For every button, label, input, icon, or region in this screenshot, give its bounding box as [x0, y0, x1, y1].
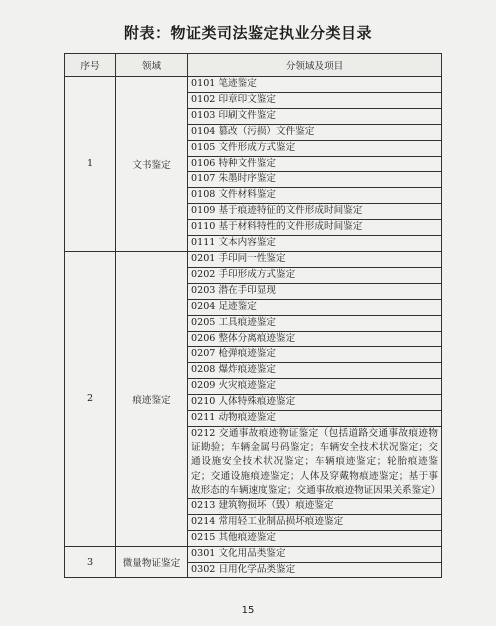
subfield-item: 0205 工具痕迹鉴定 — [188, 315, 442, 331]
subfield-item: 0208 爆炸痕迹鉴定 — [188, 363, 442, 379]
subfield-item: 0110 基于材料特性的文件形成时间鉴定 — [188, 220, 442, 236]
header-subfield: 分领域及项目 — [188, 54, 442, 77]
subfield-item: 0101 笔迹鉴定 — [188, 77, 442, 93]
classification-table — [64, 53, 442, 578]
group-field: 微量物证鉴定 — [116, 546, 188, 578]
subfield-item: 0109 基于痕迹特征的文件形成时间鉴定 — [188, 204, 442, 220]
table-row — [65, 77, 442, 93]
subfield-item: 0204 足迹鉴定 — [188, 299, 442, 315]
page-title: 附表：物证类司法鉴定执业分类目录 — [123, 24, 372, 42]
subfield-item: 0302 日用化学品类鉴定 — [188, 562, 442, 578]
subfield-item: 0201 手印同一性鉴定 — [188, 251, 442, 267]
subfield-item: 0111 文本内容鉴定 — [188, 236, 442, 252]
subfield-item: 0212 交通事故痕迹物证鉴定（包括道路交通事故痕迹物证勘验；车辆金属号码鉴定；车辆安全技术状况鉴定；交通设施安全技术状况鉴定；车辆痕迹鉴定；轮胎痕迹鉴定；交通设施痕迹鉴定；人体及穿戴物痕迹鉴定；基于事故形态的车辆速度鉴定；交通事故痕迹物证因果关系鉴定） — [188, 426, 442, 498]
subfield-item: 0103 印刷文件鉴定 — [188, 108, 442, 124]
subfield-item: 0213 建筑物损坏（毁）痕迹鉴定 — [188, 498, 442, 514]
group-number: 2 — [65, 251, 116, 546]
subfield-item: 0105 文件形成方式鉴定 — [188, 140, 442, 156]
table-row — [65, 251, 442, 267]
subfield-item: 0207 枪弹痕迹鉴定 — [188, 347, 442, 363]
subfield-item: 0214 常用轻工业制品损坏痕迹鉴定 — [188, 514, 442, 530]
page-number: 15 — [241, 605, 255, 616]
header-no: 序号 — [65, 54, 116, 77]
subfield-item: 0203 潜在手印显现 — [188, 283, 442, 299]
subfield-item: 0104 篡改（污损）文件鉴定 — [188, 124, 442, 140]
header-field: 领域 — [116, 54, 188, 77]
group-field: 痕迹鉴定 — [116, 251, 188, 546]
table-body — [65, 77, 442, 578]
group-number: 3 — [65, 546, 116, 578]
table-row — [65, 546, 442, 562]
subfield-item: 0215 其他痕迹鉴定 — [188, 530, 442, 546]
table-header-row — [65, 54, 442, 77]
group-number: 1 — [65, 77, 116, 252]
subfield-item: 0211 动物痕迹鉴定 — [188, 411, 442, 427]
subfield-item: 0107 朱墨时序鉴定 — [188, 172, 442, 188]
subfield-item: 0209 火灾痕迹鉴定 — [188, 379, 442, 395]
group-field: 文书鉴定 — [116, 77, 188, 252]
subfield-item: 0102 印章印文鉴定 — [188, 92, 442, 108]
subfield-item: 0210 人体特殊痕迹鉴定 — [188, 395, 442, 411]
subfield-item: 0108 文件材料鉴定 — [188, 188, 442, 204]
subfield-item: 0106 特种文件鉴定 — [188, 156, 442, 172]
subfield-item: 0301 文化用品类鉴定 — [188, 546, 442, 562]
subfield-item: 0206 整体分离痕迹鉴定 — [188, 331, 442, 347]
subfield-item: 0202 手印形成方式鉴定 — [188, 267, 442, 283]
